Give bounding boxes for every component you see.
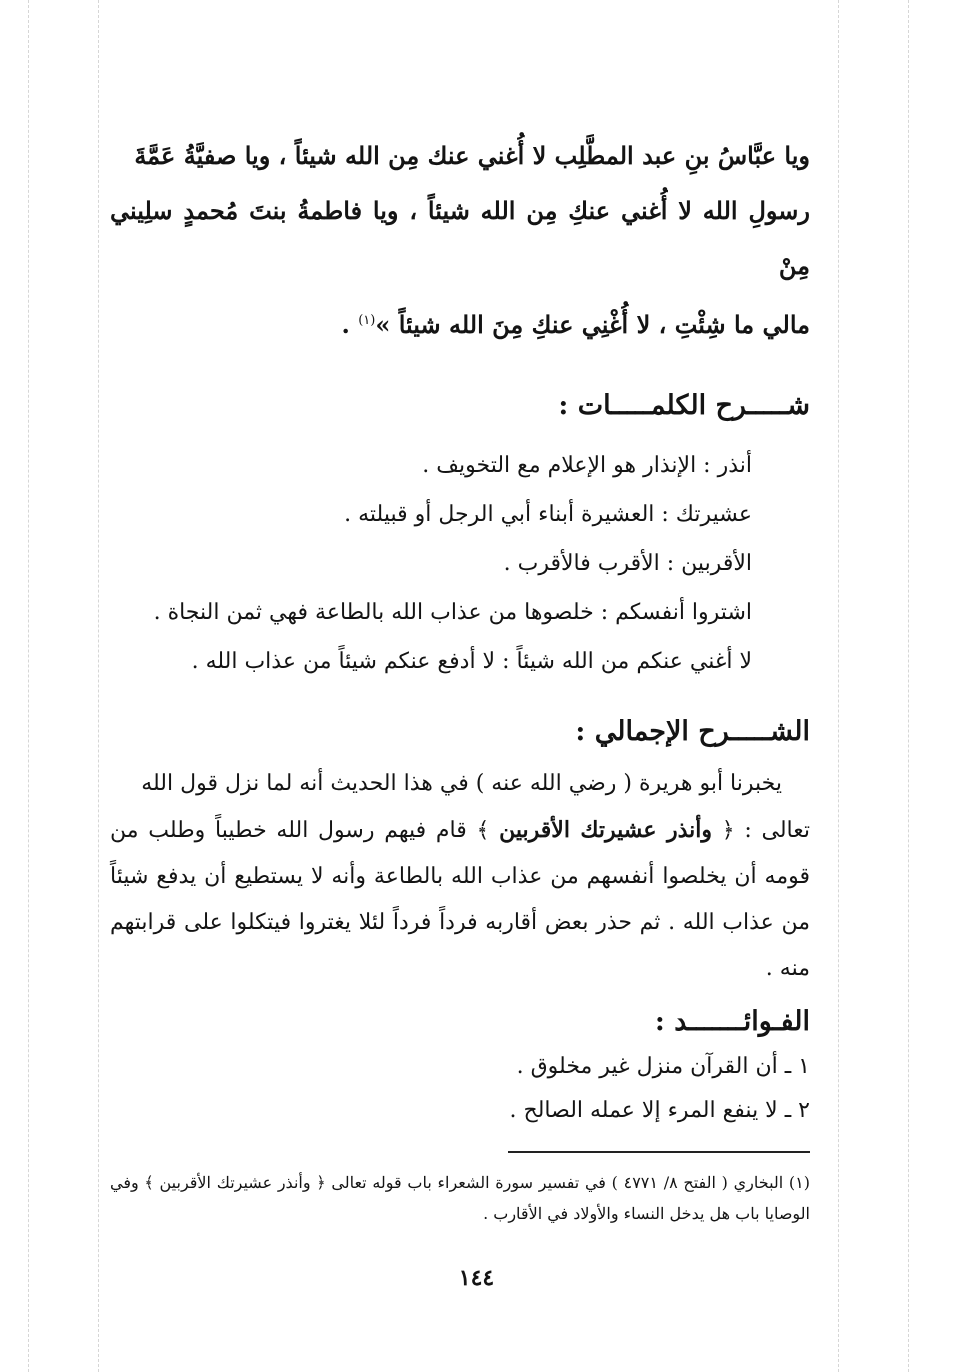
- page-number: ١٤٤: [458, 1265, 495, 1291]
- gutter-line-right: [908, 0, 909, 1372]
- hadith-line: مالي ما شِئْتِ ، لا أُغْنِي عنكِ مِنَ الله شيئاً »$^{(١)}$ .: [341, 310, 810, 339]
- gutter-line-left: [28, 0, 29, 1372]
- vocab-item: عشيرتك : العشيرة أبناء أبي الرجل أو قبيلته .: [344, 502, 752, 527]
- benefit-item: ٢ ـ لا ينفع المرء إلا عمله الصالح .: [509, 1098, 810, 1123]
- quran-verse: وأنذر عشيرتك الأقربين: [499, 817, 712, 843]
- vocab-item: لا أغني عنكم من الله شيئاً : لا أدفع عنكم شيئاً من عذاب الله .: [191, 649, 752, 674]
- benefits-heading: الفـوائـــــــد :: [654, 1006, 810, 1037]
- gutter-line-mid-right: [838, 0, 839, 1372]
- summary-paragraph: [110, 761, 810, 992]
- vocab-item: اشتروا أنفسكم : خلصوها من عذاب الله بالطاعة فهي ثمن النجاة .: [153, 600, 752, 625]
- gutter-line-mid-left: [98, 0, 99, 1372]
- benefits-list: [110, 1045, 810, 1133]
- summary-line: يخبرنا أبو هريرة ( رضي الله عنه ) في هذا الحديث أنه لما نزل قول الله: [141, 771, 782, 796]
- hadith-line: ويا عبَّاسُ بنِ عبد المطَّلِب لا أُغني عنك مِن الله شيئاً ، ويا صفيَّةُ عَمَّةَ: [134, 141, 810, 170]
- hadith-text: [110, 128, 810, 352]
- hadith-line: رسولِ الله لا أُغني عنكِ مِن الله شيئاً ، ويا فاطمةُ بنتَ مُحمدٍ سلِيني مِنْ: [110, 196, 810, 280]
- footnote-separator: [508, 1151, 810, 1153]
- book-page: [110, 128, 810, 1229]
- vocab-heading: شـــــرح الكلمـــــات :: [558, 390, 810, 421]
- vocab-item: أنذر : الإنذار هو الإعلام مع التخويف .: [422, 453, 752, 478]
- summary-body: تعالى : ﴿ وأنذر عشيرتك الأقربين ﴾ قام فيهم رسول الله خطيباً وطلب من قومه أن يخلصوا أنفسهم من عذاب الله بالطاعة وأنه لا يستطيع أن يدفع شيئاً من عذاب الله . ثم حذر بعض أقاربه فرداً فرداً لئلا يغتروا فيتكلوا على قرابتهم منه .: [110, 817, 810, 981]
- summary-heading: الشـــــرح الإجمالي :: [575, 716, 810, 747]
- footnote: (١) البخاري ( الفتح ٨/ ٤٧٧١ ) في تفسير سورة الشعراء باب قوله تعالى ﴿ وأنذر عشيرتك الأقربين ﴾ وفي الوصايا باب هل يدخل النساء والأولاد في الأقارب .: [110, 1173, 811, 1223]
- vocab-item: الأقربين : الأقرب فالأقرب .: [503, 551, 752, 576]
- vocab-list: [110, 441, 810, 686]
- footnote-ref: (١): [358, 313, 376, 328]
- benefit-item: ١ ـ أن القرآن منزل غير مخلوق .: [516, 1054, 810, 1079]
